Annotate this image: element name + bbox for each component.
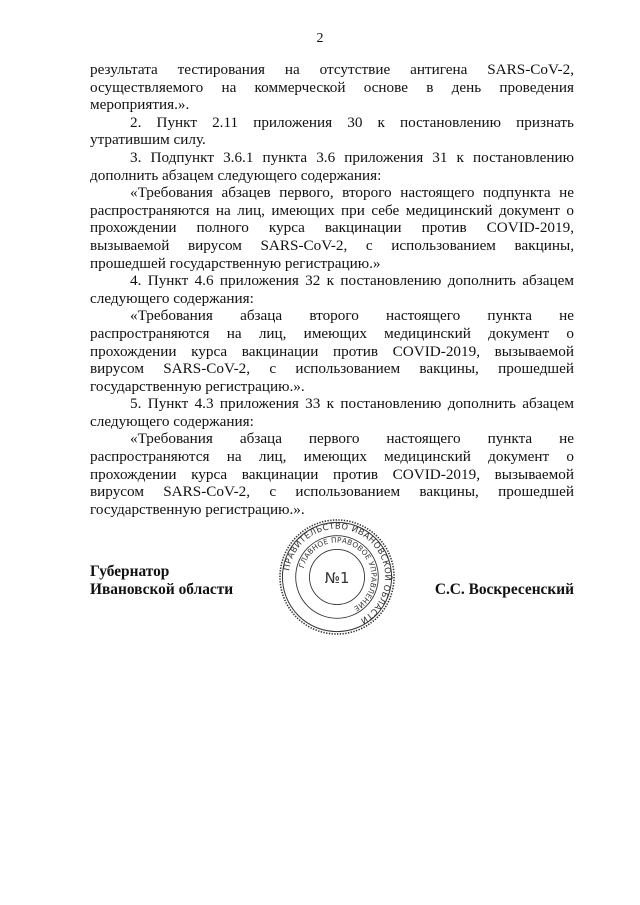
signatory-name: С.С. Воскресенский	[434, 580, 574, 598]
signatory-title	[90, 563, 233, 598]
seal-outer-text: ПРАВИТЕЛЬСТВО ИВАНОВСКОЙ ОБЛАСТИ	[281, 520, 394, 627]
signatory-title-line1: Губернатор	[90, 563, 170, 580]
paragraph-item-3: 3. Подпункт 3.6.1 пункта 3.6 приложения 31 к постановлению дополнить абзацем следующего содержания:	[90, 148, 574, 184]
signatory-title-line2: Ивановской области	[90, 580, 234, 598]
paragraph-item-5: 5. Пункт 4.3 приложения 33 к постановлению дополнить абзацем следующего содержания:	[90, 395, 574, 430]
paragraph-quote-5: «Требования абзаца первого настоящего пункта не распространяются на лиц, имеющих медицинский документ о прохождении курса вакцинации против COVID-2019, вызываемой вирусом SARS-CoV-2, с использованием вакцины, прошедшей государственную регистрацию.».	[90, 430, 574, 518]
paragraph-continuation: результата тестирования на отсутствие антигена SARS-CoV-2, осуществляемого на коммерческой основе в день проведения мероприятия.».	[90, 61, 574, 114]
document-body	[90, 61, 574, 518]
seal-inner-text: ГЛАВНОЕ ПРАВОВОЕ УПРАВЛЕНИЕ	[296, 535, 379, 614]
paragraph-quote-4: «Требования абзаца второго настоящего пункта не распространяются на лиц, имеющих медицинский документ о прохождении курса вакцинации против COVID-2019, вызываемой вирусом SARS-CoV-2, с использованием вакцины, прошедшей государственную регистрацию.».	[90, 307, 574, 395]
official-seal-stamp	[278, 518, 396, 636]
paragraph-item-4: 4. Пункт 4.6 приложения 32 к постановлению дополнить абзацем следующего содержания:	[90, 272, 574, 307]
paragraph-quote-3: «Требования абзацев первого, второго настоящего подпункта не распространяются на лиц, имеющих при себе медицинский документ о прохождении полного курса вакцинации против COVID-2019, вызываемой вирусом SARS-CoV-2, с использованием вакцины, прошедшей государственную регистрацию.»	[90, 184, 574, 272]
paragraph-item-2: 2. Пункт 2.11 приложения 30 к постановлению признать утратившим силу.	[90, 113, 574, 149]
page-number: 2	[316, 31, 324, 46]
seal-number: №1	[324, 569, 350, 587]
